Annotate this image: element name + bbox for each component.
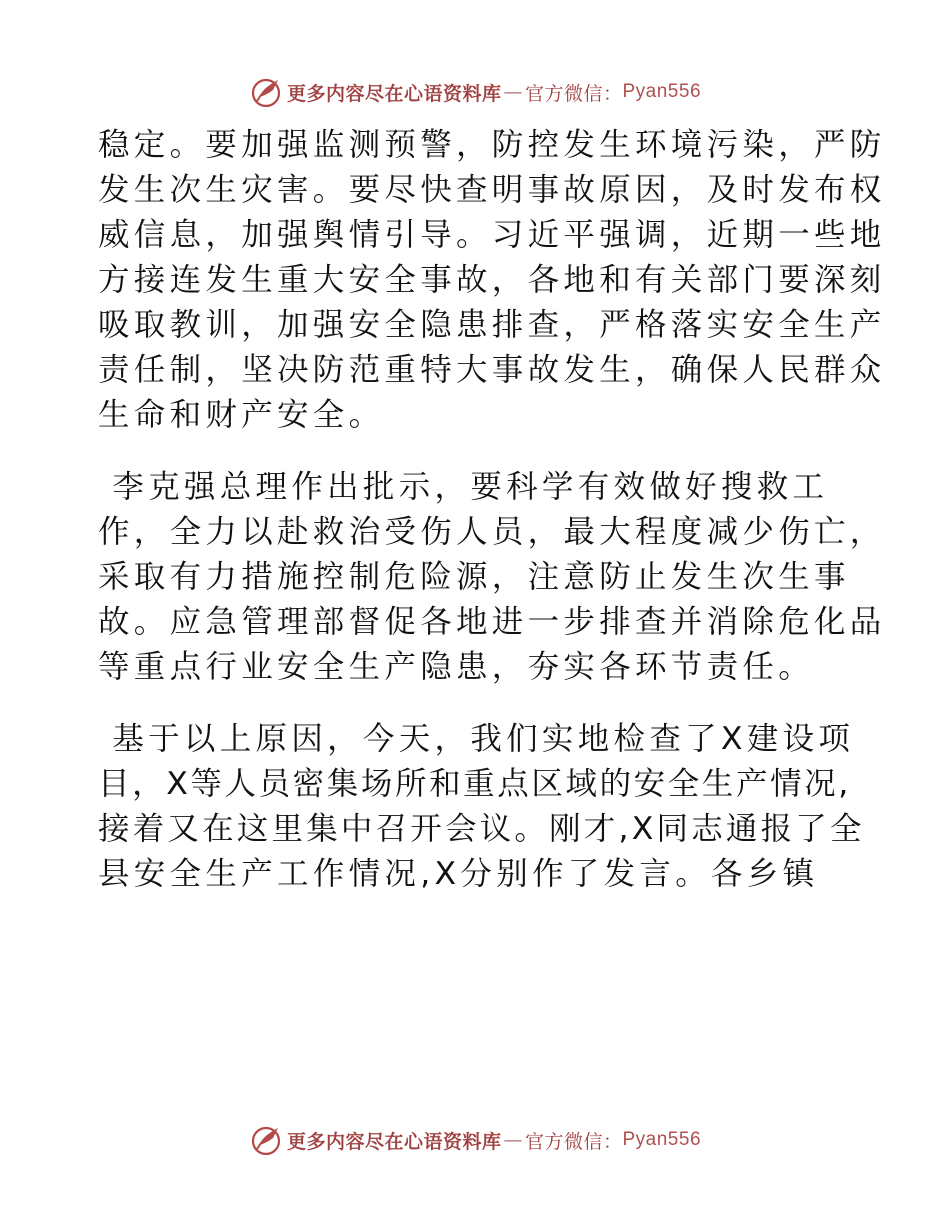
footer-watermark bbox=[0, 1120, 950, 1160]
footer-separator: — bbox=[503, 1129, 523, 1151]
text-line: 威信息，加强舆情引导。习近平强调，近期一些地 bbox=[98, 217, 886, 253]
text-line: 等重点行业安全生产隐患，夯实各环节责任。 bbox=[98, 649, 815, 685]
text-line: 县安全生产工作情况,X分别作了发言。各乡镇 bbox=[98, 856, 819, 892]
paragraph-gap bbox=[98, 438, 858, 465]
header-watermark bbox=[0, 72, 950, 112]
pen-logo-icon bbox=[249, 75, 283, 109]
text-line: 接着又在这里集中召开会议。刚才,X同志通报了全 bbox=[98, 811, 865, 847]
text-line: 发生次生灾害。要尽快查明事故原因，及时发布权 bbox=[98, 172, 886, 208]
header-separator: — bbox=[503, 81, 523, 103]
pen-logo-icon bbox=[249, 1123, 283, 1157]
paragraph-gap bbox=[98, 690, 858, 717]
text-line: 生命和财产安全。 bbox=[98, 397, 385, 433]
text-line: 李克强总理作出批示，要科学有效做好搜救工 bbox=[98, 469, 829, 505]
header-wechat-id: Pyan556 bbox=[622, 81, 702, 102]
header-wechat-label: 官方微信： bbox=[524, 82, 623, 105]
footer-site-name: 更多内容尽在心语资料库 bbox=[286, 1130, 502, 1153]
footer-wechat-id: Pyan556 bbox=[622, 1129, 702, 1150]
text-line: 作，全力以赴救治受伤人员，最大程度减少伤亡， bbox=[98, 514, 886, 550]
text-line: 方接连发生重大安全事故，各地和有关部门要深刻 bbox=[98, 262, 886, 298]
footer-wechat-label: 官方微信： bbox=[524, 1130, 623, 1153]
text-line: 目，X等人员密集场所和重点区域的安全生产情况, bbox=[98, 766, 851, 802]
document-body bbox=[98, 123, 886, 897]
text-line: 故。应急管理部督促各地进一步排查并消除危化品 bbox=[98, 604, 886, 640]
text-line: 吸取教训，加强安全隐患排查，严格落实安全生产 bbox=[98, 307, 886, 343]
text-line: 采取有力措施控制危险源，注意防止发生次生事 bbox=[98, 559, 850, 595]
text-line: 基于以上原因，今天，我们实地检查了X建设项 bbox=[98, 721, 855, 757]
header-site-name: 更多内容尽在心语资料库 bbox=[286, 82, 502, 105]
text-line: 稳定。要加强监测预警，防控发生环境污染，严防 bbox=[98, 127, 886, 163]
text-line: 责任制，坚决防范重特大事故发生，确保人民群众 bbox=[98, 352, 886, 388]
